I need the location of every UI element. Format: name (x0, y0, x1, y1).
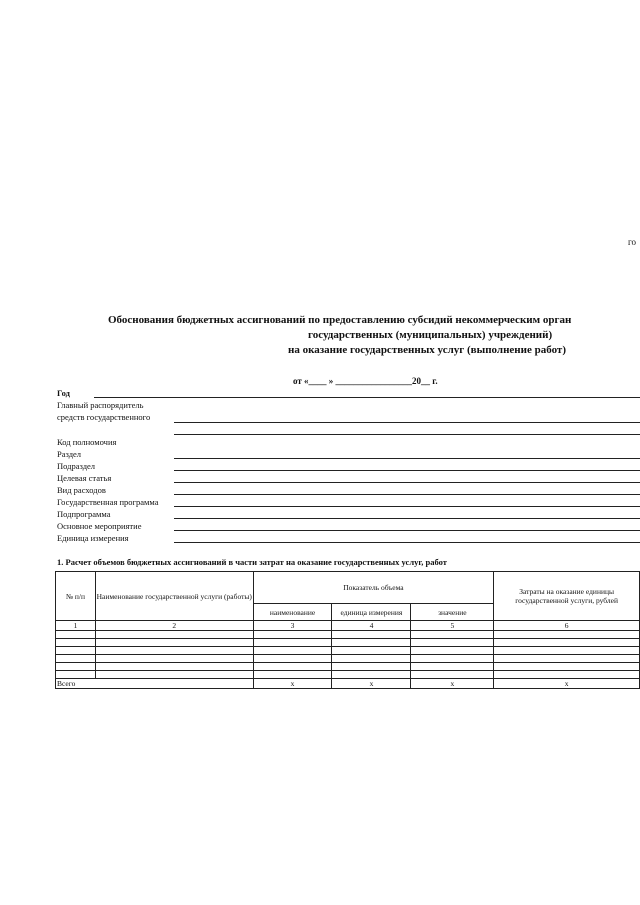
field-expense-line[interactable] (174, 494, 640, 495)
field-subprogram-label: Подпрограмма (57, 509, 111, 519)
col-number: 3 (253, 621, 332, 631)
budget-table (55, 571, 640, 689)
field-subsection-label: Подраздел (57, 461, 96, 471)
corner-text: го (628, 237, 636, 247)
doc-title-line1: Обоснования бюджетных ассигнований по предоставлению субсидий некоммерческим орган (108, 314, 572, 326)
header-volume: Показатель объема (253, 572, 494, 604)
field-authority-label: Код полномочия (57, 437, 117, 447)
table-row[interactable] (56, 639, 640, 647)
table-row[interactable] (56, 671, 640, 679)
header-num: № п/п (56, 572, 96, 621)
field-year-line[interactable] (94, 397, 640, 398)
field-subsection-line[interactable] (174, 470, 640, 471)
field-unit-label: Единица измерения (57, 533, 129, 543)
field-manager-label-1: Главный распорядитель (57, 400, 144, 410)
field-program-label: Государственная программа (57, 497, 159, 507)
total-mark: x (411, 679, 494, 689)
total-mark: x (494, 679, 640, 689)
header-service: Наименование государственной услуги (работы) (95, 572, 253, 621)
doc-title-line2: государственных (муниципальных) учреждений) (308, 329, 553, 341)
col-number: 5 (411, 621, 494, 631)
table-header-row (56, 572, 640, 604)
field-event-line[interactable] (174, 530, 640, 531)
col-number: 2 (95, 621, 253, 631)
subheader-value: значение (411, 604, 494, 621)
subheader-name: наименование (253, 604, 332, 621)
total-mark: x (253, 679, 332, 689)
field-target-label: Целевая статья (57, 473, 112, 483)
field-unit-line[interactable] (174, 542, 640, 543)
table-total-row (56, 679, 640, 689)
col-number: 6 (494, 621, 640, 631)
field-expense-label: Вид расходов (57, 485, 106, 495)
field-manager-label-2: средств государственного (57, 412, 151, 422)
field-section-label: Раздел (57, 449, 82, 459)
field-year-label: Год (57, 388, 70, 398)
section1-title: 1. Расчет объемов бюджетных ассигнований в части затрат на оказание государственных услуг, работ (57, 557, 447, 567)
total-mark: x (332, 679, 411, 689)
field-event-label: Основное мероприятие (57, 521, 142, 531)
header-cost: Затраты на оказание единицы государственной услуги, рублей (494, 572, 640, 621)
field-target-line[interactable] (174, 482, 640, 483)
table-row[interactable] (56, 655, 640, 663)
date-line: от «____ » _________________20__ г. (293, 376, 438, 386)
col-number: 4 (332, 621, 411, 631)
field-program-line[interactable] (174, 506, 640, 507)
field-manager-line[interactable] (174, 422, 640, 423)
doc-title-line3: на оказание государственных услуг (выполнение работ) (288, 344, 566, 356)
table-number-row (56, 621, 640, 631)
table-row[interactable] (56, 647, 640, 655)
subheader-unit: единица измерения (332, 604, 411, 621)
table-row[interactable] (56, 663, 640, 671)
col-number: 1 (56, 621, 96, 631)
field-section-line[interactable] (174, 458, 640, 459)
total-label: Всего (56, 679, 254, 689)
field-subprogram-line[interactable] (174, 518, 640, 519)
table-row[interactable] (56, 631, 640, 639)
field-manager-line-2[interactable] (174, 434, 640, 435)
